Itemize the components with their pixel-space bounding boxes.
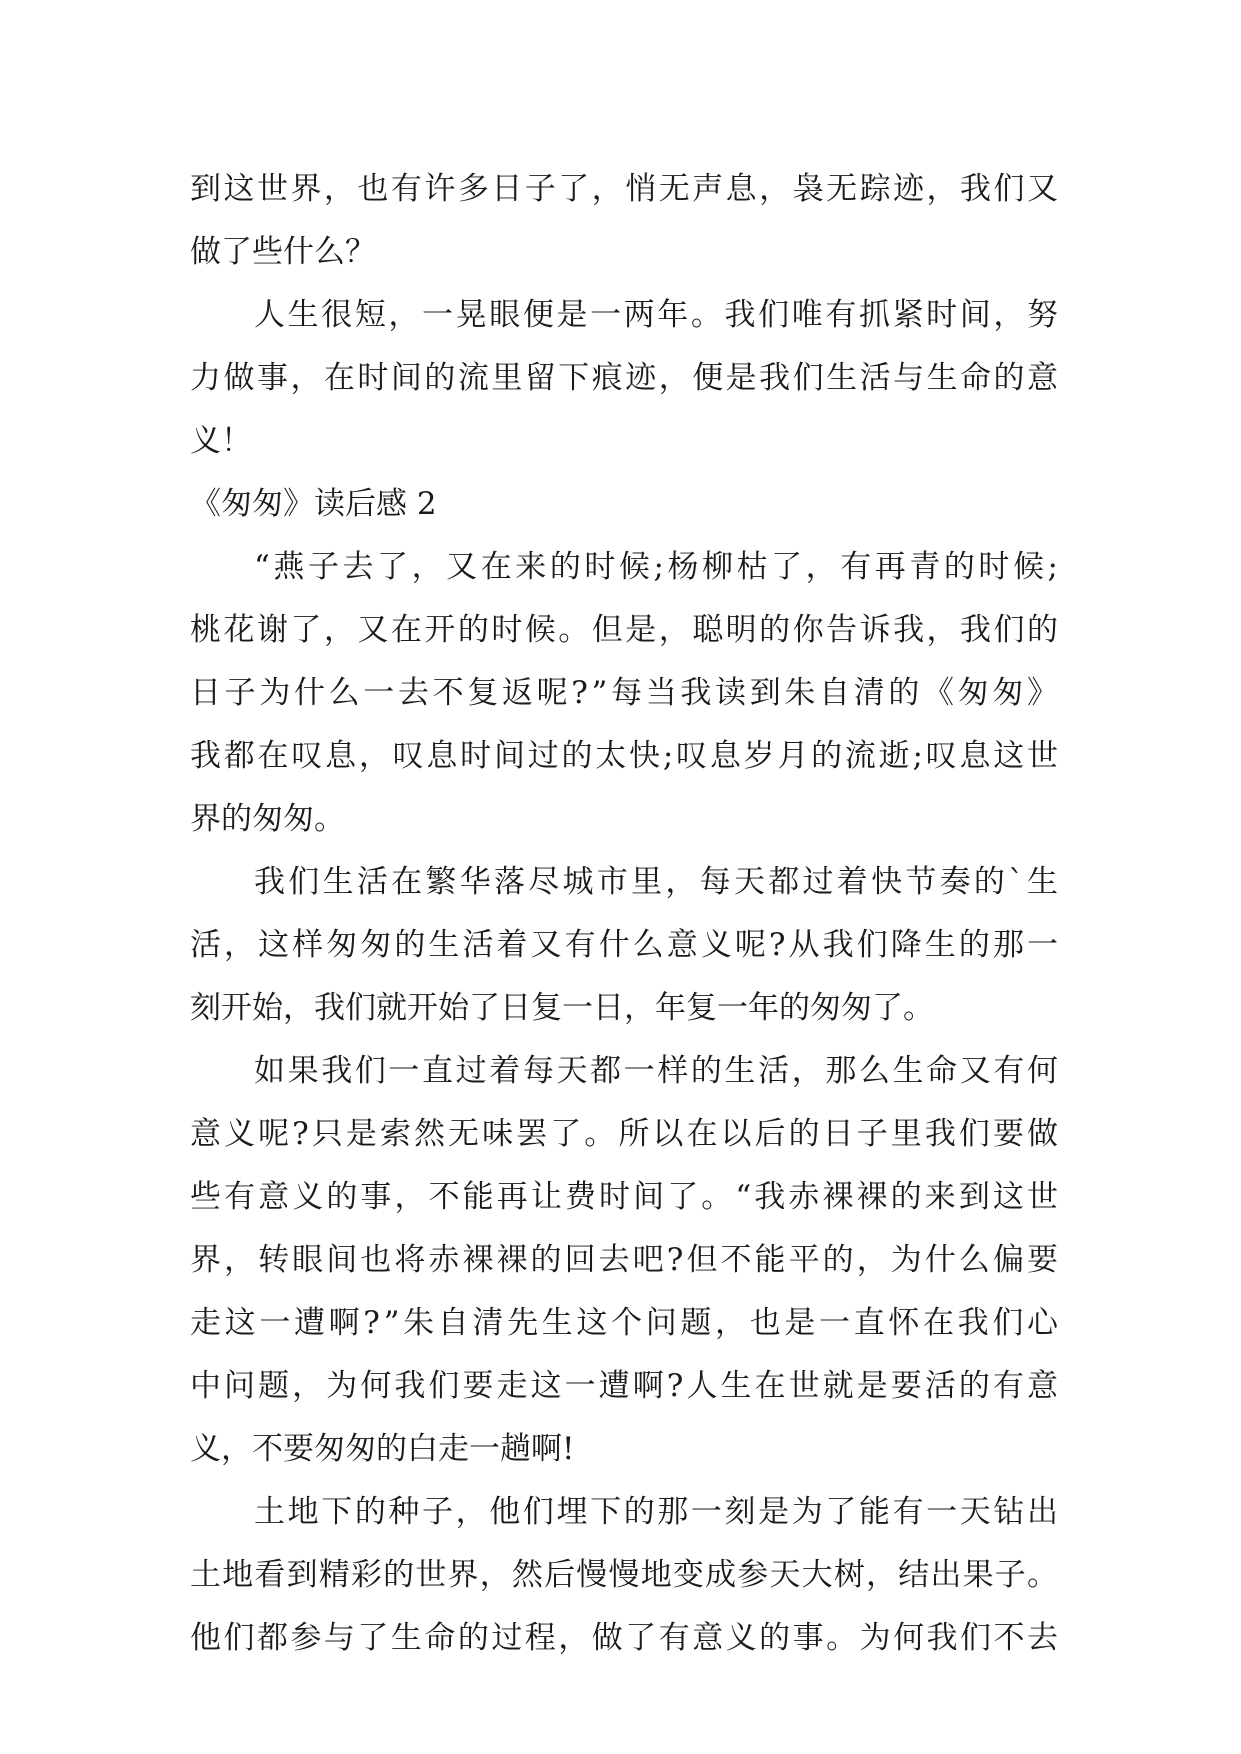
section-heading: 《匆匆》读后感 2 — [190, 486, 437, 522]
text-line: 土地看到精彩的世界，然后慢慢地变成参天大树，结出果子。 — [190, 1557, 1060, 1593]
text-line: 活，这样匆匆的生活着又有什么意义呢?从我们降生的那一 — [190, 927, 1062, 963]
text-line: 走这一遭啊?”朱自清先生这个问题，也是一直怀在我们心 — [190, 1305, 1062, 1341]
text-line: 些有意义的事，不能再让费时间了。“我赤裸裸的来到这世 — [190, 1179, 1062, 1215]
text-line: 力做事，在时间的流里留下痕迹，便是我们生活与生命的意 — [190, 360, 1061, 396]
text-line: 日子为什么一去不复返呢?”每当我读到朱自清的《匆匆》 — [190, 675, 1062, 711]
text-line: 我都在叹息，叹息时间过的太快;叹息岁月的流逝;叹息这世 — [190, 738, 1061, 774]
text-line: 做了些什么？ — [190, 234, 376, 270]
text-line: 刻开始，我们就开始了日复一日，年复一年的匆匆了。 — [190, 990, 934, 1026]
text-line: 桃花谢了，又在开的时候。但是，聪明的你告诉我，我们的 — [190, 612, 1061, 648]
text-line: 土地下的种子，他们埋下的那一刻是为了能有一天钻出 — [254, 1494, 1061, 1530]
text-line: 人生很短，一晃眼便是一两年。我们唯有抓紧时间，努 — [254, 297, 1061, 333]
text-line: 中问题，为何我们要走这一遭啊?人生在世就是要活的有意 — [190, 1368, 1062, 1404]
document-body — [190, 158, 1062, 1670]
text-line: 义！ — [190, 423, 252, 459]
text-line: 我们生活在繁华落尽城市里，每天都过着快节奏的`生 — [254, 864, 1062, 900]
text-line: “燕子去了，又在来的时候;杨柳枯了，有再青的时候; — [254, 549, 1062, 585]
text-line: 义，不要匆匆的白走一趟啊! — [190, 1431, 575, 1467]
text-line: 界的匆匆。 — [190, 801, 345, 837]
text-line: 如果我们一直过着每天都一样的生活，那么生命又有何 — [254, 1053, 1061, 1089]
text-line: 到这世界，也有许多日子了，悄无声息，袅无踪迹，我们又 — [190, 171, 1061, 207]
text-line: 意义呢?只是索然无味罢了。所以在以后的日子里我们要做 — [190, 1116, 1062, 1152]
text-line: 界，转眼间也将赤裸裸的回去吧?但不能平的，为什么偏要 — [190, 1242, 1062, 1278]
text-line: 他们都参与了生命的过程，做了有意义的事。为何我们不去 — [190, 1620, 1061, 1656]
